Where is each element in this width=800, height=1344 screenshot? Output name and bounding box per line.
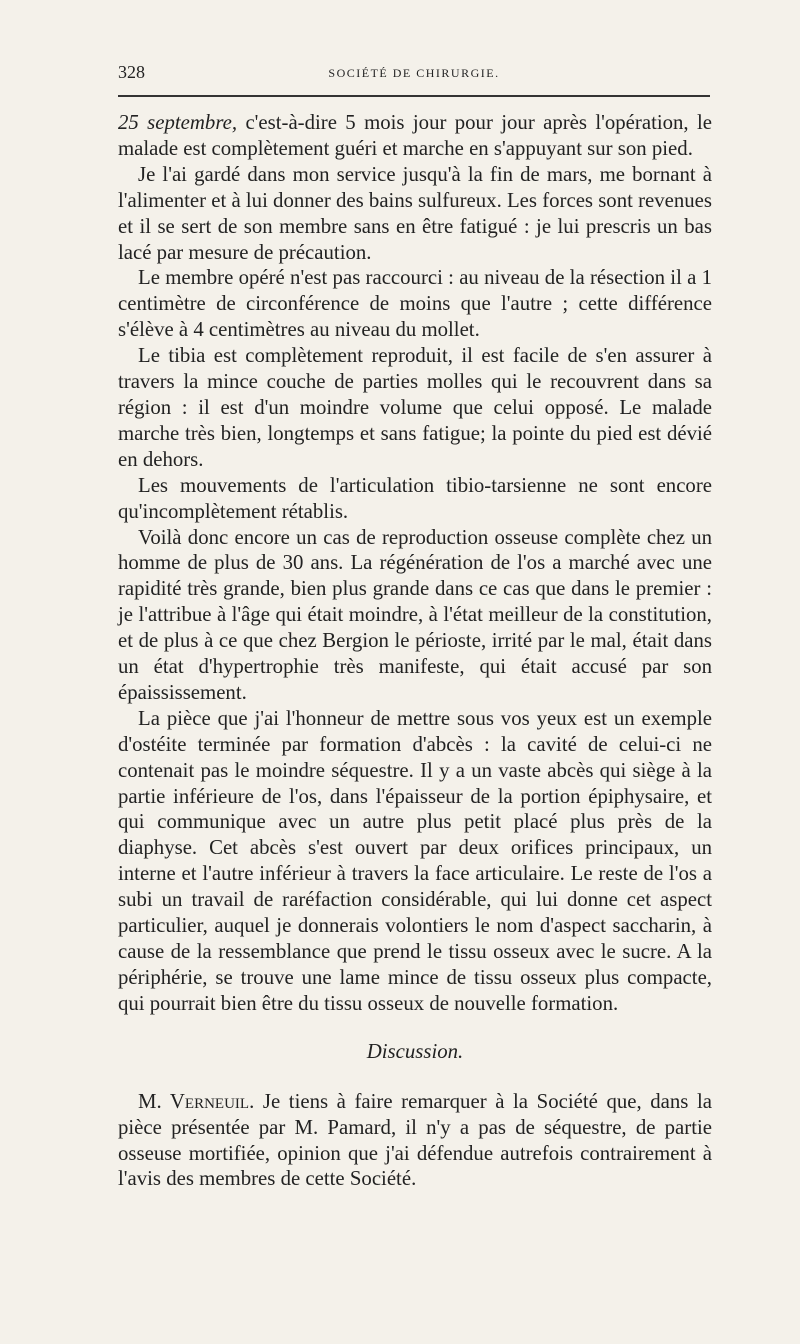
date-emphasis: 25 septembre, bbox=[118, 111, 238, 134]
page-header bbox=[118, 58, 710, 88]
page-number: 328 bbox=[118, 62, 145, 82]
paragraph-text: c'est-à-dire 5 mois jour pour jour après l'opération, le malade est complètement guéri et marche en s'appuyant sur son pied. bbox=[118, 111, 712, 160]
body-text bbox=[118, 110, 712, 1192]
paragraph-1 bbox=[118, 110, 712, 162]
discussion-paragraph bbox=[118, 1089, 712, 1193]
paragraph-4: Le tibia est complètement reproduit, il est facile de s'en assurer à travers la mince couche de parties molles qui le recouvrent dans sa région : il est d'un moindre volume que celui opposé. Le malade marche très bien, longtemps et sans fatigue; la pointe du pied est dévié en dehors. bbox=[118, 344, 712, 471]
section-heading: Discussion. bbox=[366, 1039, 464, 1063]
discussion-text: Je tiens à faire remarquer à la Société que, dans la pièce présentée par M. Pamard, il n'y a pas de séquestre, de partie osseuse mortifiée, opinion que j'ai défendue autrefois contrairement à l'avis des membres de cette Société. bbox=[118, 1089, 712, 1191]
speaker-name: M. Verneuil. bbox=[138, 1089, 255, 1113]
paragraph-7: La pièce que j'ai l'honneur de mettre sous vos yeux est un exemple d'ostéite terminée par formation d'abcès : la cavité de celui-ci ne contenait pas le moindre séquestre. Il y a un vaste abcès qui siège à la partie inférieure de l'os, dans l'épaisseur de la portion épiphysaire, et qui communique avec un autre plus petit placé plus près de la diaphyse. Cet abcès s'est ouvert par deux orifices principaux, un interne et l'autre inférieur à travers la face articulaire. Le reste de l'os a subi un travail de raréfaction considérable, qui lui donne cet aspect particulier, auquel je donnerais volontiers le nom d'aspect saccharin, à cause de la ressemblance que prend le tissu osseux avec le sucre. A la périphérie, se trouve une lame mince de tissu osseux plus compacte, qui pourrait bien être du tissu osseux de nouvelle formation. bbox=[118, 706, 712, 1015]
running-head: SOCIÉTÉ DE CHIRURGIE. bbox=[328, 66, 500, 80]
paragraph-3: Le membre opéré n'est pas raccourci : au niveau de la résection il a 1 centimètre de circonférence de moins que l'autre ; cette différence s'élève à 4 centimètres au niveau du mollet. bbox=[118, 266, 712, 342]
header-rule bbox=[118, 95, 710, 97]
paragraph-5: Les mouvements de l'articulation tibio-tarsienne ne sont encore qu'incomplètement rétablis. bbox=[118, 473, 712, 523]
paragraph-6: Voilà donc encore un cas de reproduction osseuse complète chez un homme de plus de 30 ans. La régénération de l'os a marché avec une rapidité très grande, bien plus grande dans ce cas que dans le premier : je l'attribue à l'âge qui était moindre, à l'état meilleur de la constitution, et de plus à ce que chez Bergion le périoste, irrité par le mal, était dans un état d'hypertrophie très manifeste, qui était accusé par son épaississement. bbox=[118, 525, 712, 704]
paragraph-2: Je l'ai gardé dans mon service jusqu'à la fin de mars, me bornant à l'alimenter et à lui donner des bains sulfureux. Les forces sont revenues et il se sert de son membre sans en être fatigué : je lui prescris un bas lacé par mesure de précaution. bbox=[118, 162, 712, 264]
